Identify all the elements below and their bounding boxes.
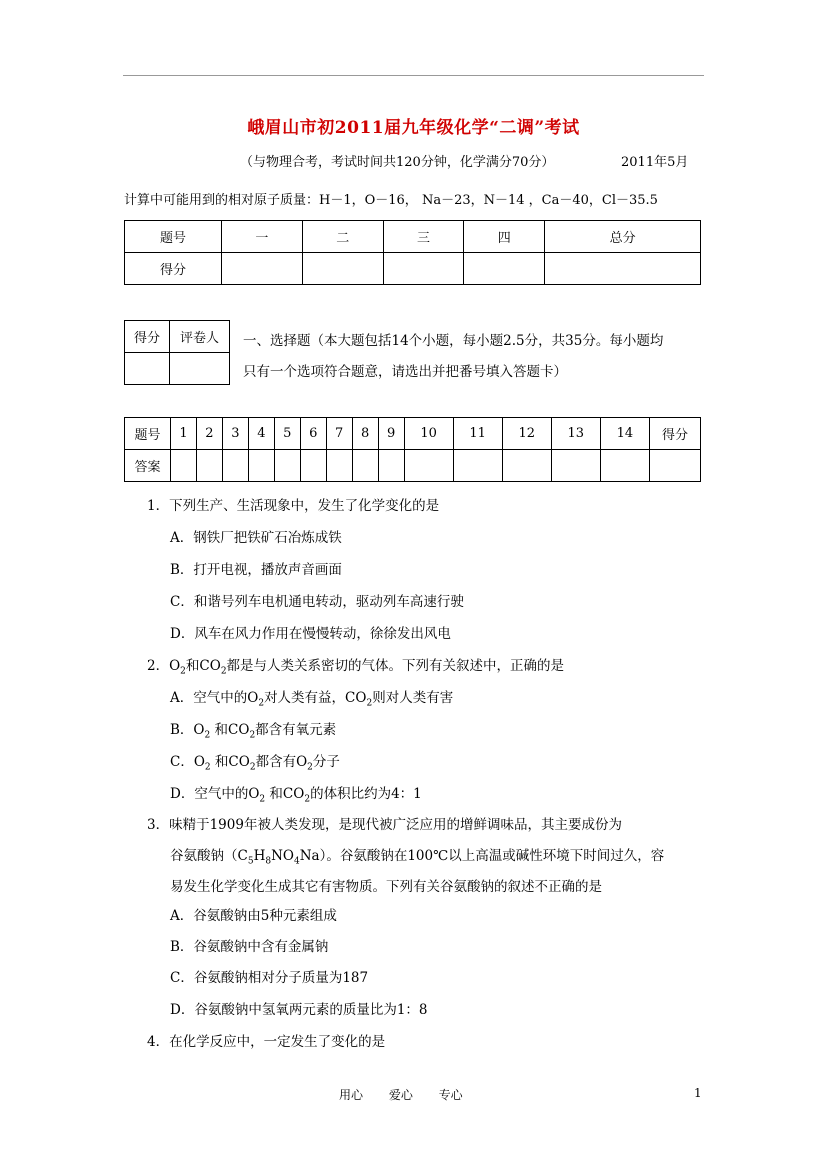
answer-cell[interactable] <box>274 450 300 482</box>
answer-cell[interactable] <box>352 450 378 482</box>
q2-option-d: D．空气中的$O_2$ 和$CO_2$的体积比约为4：1 <box>170 786 422 805</box>
table-cell: 得分 <box>125 253 222 285</box>
table-row <box>125 221 701 253</box>
table-cell: 2 <box>196 418 222 450</box>
answer-cell[interactable] <box>404 450 453 482</box>
table-cell: 评卷人 <box>170 321 230 353</box>
answer-cell[interactable] <box>650 450 701 482</box>
atomic-masses: 计算中可能用到的相对原子质量：H－1，O－16， Na－23，N－14 ，Ca－40，Cl－35.5 <box>124 193 658 208</box>
score-cell[interactable] <box>464 253 545 285</box>
score-table <box>124 220 701 285</box>
question-1-stem: 1．下列生产、生活现象中，发生了化学变化的是 <box>147 498 440 514</box>
q1-option-b: B．打开电视，播放声音画面 <box>170 562 342 578</box>
table-cell: 3 <box>222 418 248 450</box>
table-cell: 1 <box>171 418 197 450</box>
answer-cell[interactable] <box>551 450 600 482</box>
q3-option-c: C．谷氨酸钠相对分子质量为187 <box>170 970 369 986</box>
grader-table <box>124 320 230 385</box>
answer-cell[interactable] <box>326 450 352 482</box>
answer-cell[interactable] <box>196 450 222 482</box>
table-cell: 得分 <box>125 321 170 353</box>
table-cell: 6 <box>300 418 326 450</box>
table-row <box>125 321 230 353</box>
q2-option-a: A．空气中的$O_2$对人类有益，$CO_2$则对人类有害 <box>170 690 454 709</box>
table-cell: 一 <box>222 221 303 253</box>
section-instructions <box>243 326 713 388</box>
table-cell: 13 <box>551 418 600 450</box>
question-2-stem: 2．$O_2$和$CO_2$都是与人类关系密切的气体。下列有关叙述中，正确的是 <box>147 658 565 677</box>
section-line: 一、选择题（本大题包括14个小题，每小题2.5分，共35分。每小题均 <box>243 333 664 349</box>
table-cell: 8 <box>352 418 378 450</box>
q3-option-b: B．谷氨酸钠中含有金属钠 <box>170 939 329 955</box>
table-cell: 9 <box>378 418 404 450</box>
table-cell: 10 <box>404 418 453 450</box>
answer-cell[interactable] <box>171 450 197 482</box>
header-rule <box>123 75 704 76</box>
answer-cell[interactable] <box>248 450 274 482</box>
score-cell[interactable] <box>383 253 464 285</box>
table-row <box>125 450 701 482</box>
page-number: 1 <box>694 1086 702 1100</box>
section-line: 只有一个选项符合题意，请选出并把番号填入答题卡） <box>243 364 567 380</box>
question-3-line3: 易发生化学变化生成其它有害物质。下列有关谷氨酸钠的叙述不正确的是 <box>170 879 602 895</box>
question-3-line2: 谷氨酸钠$(C_5H_8NO_4Na)$。谷氨酸钠在100℃以上高温或碱性环境下时间过久，容 <box>170 848 665 867</box>
question-4-stem: 4．在化学反应中，一定发生了变化的是 <box>147 1034 386 1050</box>
answer-cell[interactable] <box>300 450 326 482</box>
answer-table <box>124 417 701 482</box>
question-3-line1: 3．味精于1909年被人类发现，是现代被广泛应用的增鲜调味品，其主要成份为 <box>147 817 622 833</box>
table-row <box>125 253 701 285</box>
table-cell: 三 <box>383 221 464 253</box>
table-cell: 答案 <box>125 450 171 482</box>
answer-cell[interactable] <box>222 450 248 482</box>
score-cell[interactable] <box>222 253 303 285</box>
table-cell: 5 <box>274 418 300 450</box>
table-cell: 四 <box>464 221 545 253</box>
page-footer: 用心 爱心 专心 <box>339 1088 463 1102</box>
q3-option-a: A．谷氨酸钠由5种元素组成 <box>170 908 337 924</box>
answer-cell[interactable] <box>378 450 404 482</box>
table-row <box>125 418 701 450</box>
table-cell: 7 <box>326 418 352 450</box>
table-cell: 4 <box>248 418 274 450</box>
answer-cell[interactable] <box>600 450 649 482</box>
score-cell[interactable] <box>125 353 170 385</box>
q2-option-b: B．$O_2$ 和$CO_2$都含有氧元素 <box>170 722 337 741</box>
answer-cell[interactable] <box>453 450 502 482</box>
table-cell: 11 <box>453 418 502 450</box>
exam-subtitle: （与物理合考，考试时间共120分钟，化学满分70分） <box>240 155 555 170</box>
q1-option-a: A．钢铁厂把铁矿石冶炼成铁 <box>170 530 342 546</box>
table-cell: 14 <box>600 418 649 450</box>
q3-option-d: D．谷氨酸钠中氢氧两元素的质量比为1：8 <box>170 1002 428 1018</box>
table-cell: 题号 <box>125 221 222 253</box>
table-row <box>125 353 230 385</box>
table-cell: 二 <box>302 221 383 253</box>
table-cell: 题号 <box>125 418 171 450</box>
table-cell: 12 <box>502 418 551 450</box>
q1-option-c: C．和谐号列车电机通电转动，驱动列车高速行驶 <box>170 594 464 610</box>
score-cell[interactable] <box>302 253 383 285</box>
exam-title: 峨眉山市初2011届九年级化学“二调”考试 <box>247 118 580 138</box>
grader-cell[interactable] <box>170 353 230 385</box>
exam-date: 2011年5月 <box>621 155 689 170</box>
q2-option-c: C．$O_2$ 和$CO_2$都含有$O_2$分子 <box>170 754 340 773</box>
score-cell[interactable] <box>545 253 701 285</box>
answer-cell[interactable] <box>502 450 551 482</box>
table-cell: 总分 <box>545 221 701 253</box>
q1-option-d: D．风车在风力作用在慢慢转动，徐徐发出风电 <box>170 626 451 642</box>
table-cell: 得分 <box>650 418 701 450</box>
